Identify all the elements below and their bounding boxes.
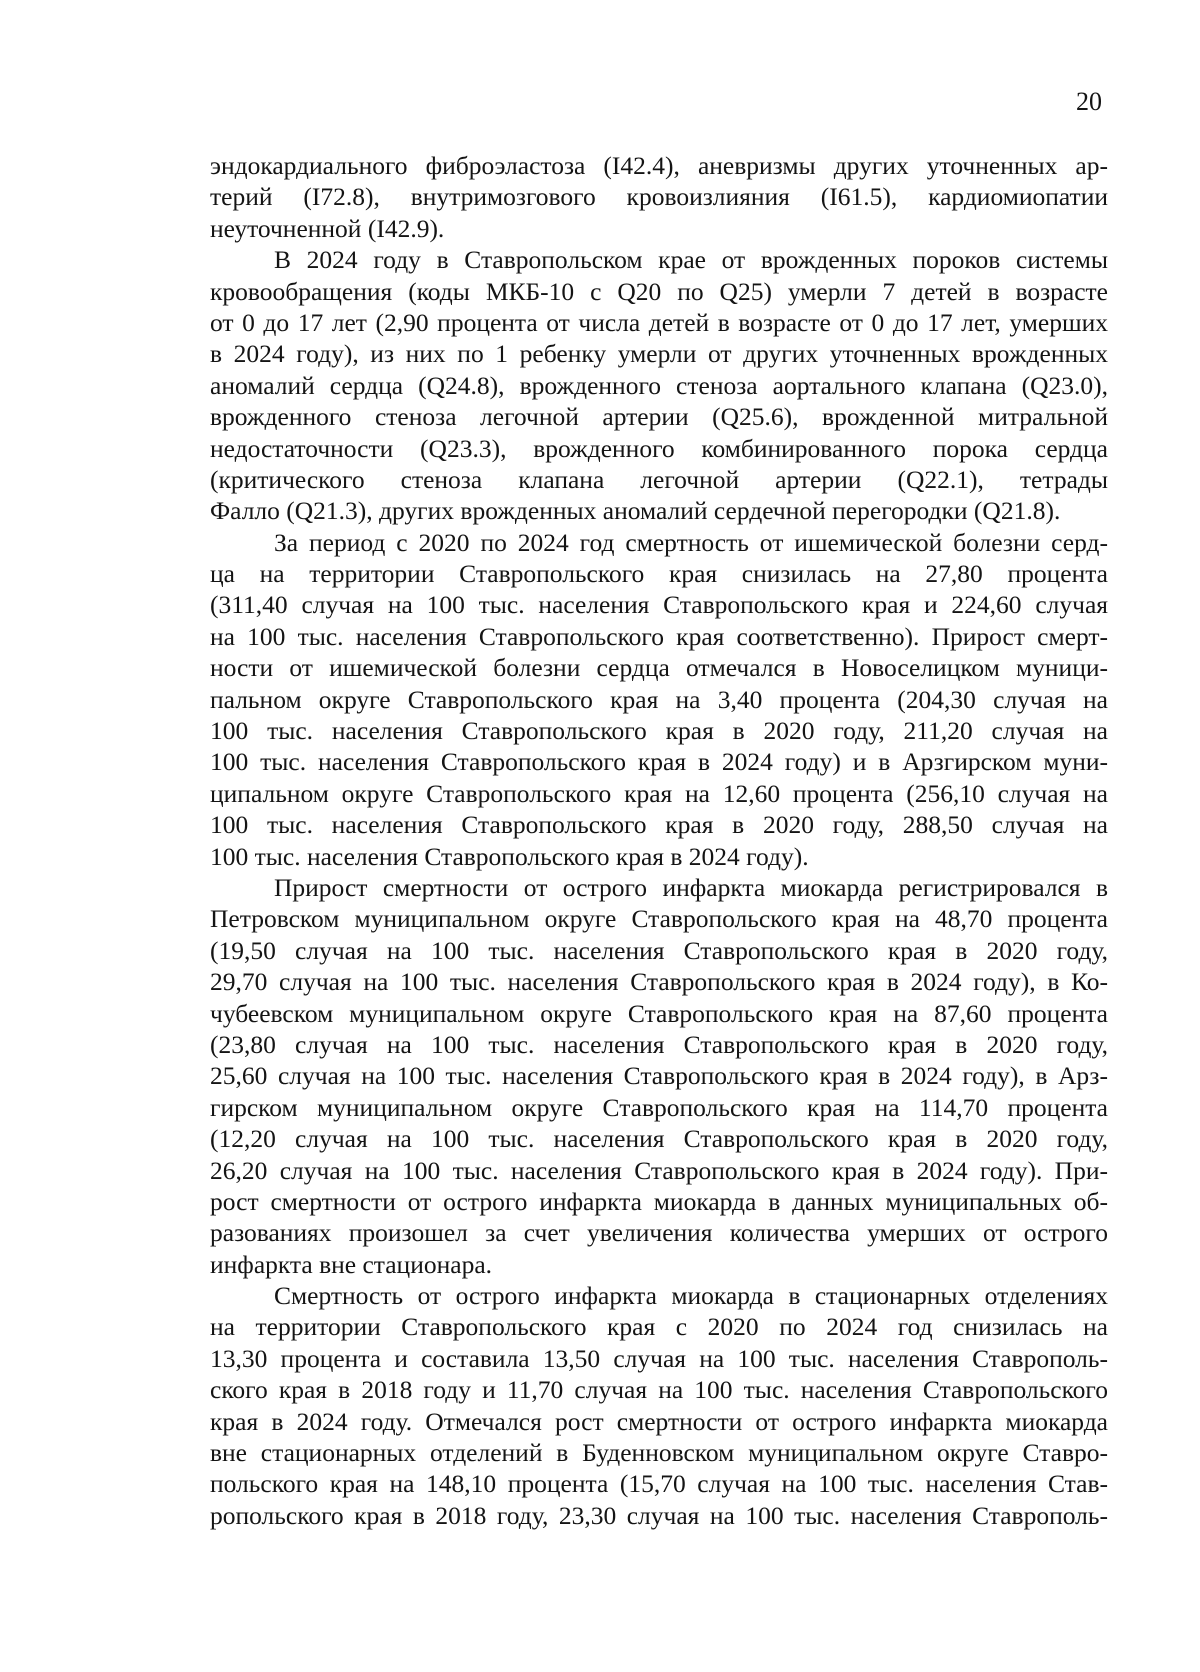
paragraph [210, 527, 1108, 872]
text-line: В 2024 году в Ставропольском крае от врожденных пороков системы [274, 245, 1108, 275]
text-line: врожденного стеноза легочной артерии (Q25.6), врожденной митральной [210, 402, 1108, 432]
text-line: терий (I72.8), внутримозгового кровоизлияния (I61.5), кардиомиопатии [210, 182, 1108, 212]
paragraph [210, 244, 1108, 527]
document-body [210, 150, 1108, 1531]
text-line: от 0 до 17 лет (2,90 процента от числа детей в возрасте от 0 до 17 лет, умерших [210, 307, 1108, 337]
text-line: (19,50 случая на 100 тыс. населения Ставропольского края в 2020 году, [210, 935, 1108, 965]
text-line: Петровском муниципальном округе Ставропольского края на 48,70 процента [210, 904, 1108, 934]
text-line: эндокардиального фиброэластоза (I42.4), аневризмы других уточненных ар- [210, 151, 1108, 180]
text-line: на 100 тыс. населения Ставропольского края соответственно). Прирост смерт- [210, 621, 1108, 651]
text-line: (23,80 случая на 100 тыс. населения Ставропольского края в 2020 году, [210, 1029, 1108, 1059]
text-line: Фалло (Q21.3), других врожденных аномалий сердечной перегородки (Q21.8). [210, 496, 1061, 526]
text-line: 100 тыс. населения Ставропольского края в 2024 году). [210, 841, 809, 871]
page-number: 20 [1076, 87, 1102, 116]
text-line: в 2024 году), из них по 1 ребенку умерли от других уточненных врожденных [210, 339, 1108, 369]
text-line: польского края на 148,10 процента (15,70 случая на 100 тыс. населения Став- [210, 1469, 1108, 1499]
text-line: чубеевском муниципальном округе Ставропольского края на 87,60 процента [210, 998, 1108, 1028]
text-line: Смертность от острого инфаркта миокарда в стационарных отделениях [274, 1281, 1108, 1311]
text-line: недостаточности (Q23.3), врожденного комбинированного порока сердца [210, 433, 1108, 463]
paragraph [210, 150, 1108, 244]
text-line: края в 2024 году. Отмечался рост смертности от острого инфаркта миокарда [210, 1406, 1108, 1436]
text-line: гирском муниципальном округе Ставропольского края на 114,70 процента [210, 1092, 1108, 1122]
paragraph [210, 872, 1108, 1280]
text-line: 100 тыс. населения Ставропольского края в 2020 году, 288,50 случая на [210, 810, 1108, 840]
text-line: вне стационарных отделений в Буденновском муниципальном округе Ставро- [210, 1438, 1108, 1468]
text-line: (311,40 случая на 100 тыс. населения Ставропольского края и 224,60 случая [210, 590, 1108, 620]
text-line: 100 тыс. населения Ставропольского края в 2024 году) и в Арзгирском муни- [210, 747, 1108, 777]
text-line: 26,20 случая на 100 тыс. населения Ставропольского края в 2024 году). При- [210, 1155, 1108, 1185]
text-line: (критического стеноза клапана легочной артерии (Q22.1), тетрады [210, 464, 1108, 494]
text-line: За период с 2020 по 2024 год смертность от ишемической болезни серд- [274, 527, 1108, 557]
text-line: ципальном округе Ставропольского края на 12,60 процента (256,10 случая на [210, 778, 1108, 808]
text-line: ности от ишемической болезни сердца отмечался в Новоселицком муници- [210, 653, 1108, 683]
text-line: ропольского края в 2018 году, 23,30 случая на 100 тыс. населения Ставрополь- [210, 1500, 1108, 1530]
paragraph [210, 1280, 1108, 1531]
text-line: инфаркта вне стационара. [210, 1249, 493, 1279]
text-line: на территории Ставропольского края с 2020 по 2024 год снизилась на [210, 1312, 1108, 1342]
text-line: 13,30 процента и составила 13,50 случая на 100 тыс. населения Ставрополь- [210, 1343, 1108, 1373]
text-line: 100 тыс. населения Ставропольского края в 2020 году, 211,20 случая на [210, 716, 1108, 746]
text-line: неуточненной (I42.9). [210, 213, 445, 243]
text-line: 29,70 случая на 100 тыс. населения Ставропольского края в 2024 году), в Ко- [210, 967, 1108, 997]
text-line: разованиях произошел за счет увеличения количества умерших от острого [210, 1218, 1108, 1248]
text-line: ца на территории Ставропольского края снизилась на 27,80 процента [210, 559, 1108, 589]
text-line: пальном округе Ставропольского края на 3,40 процента (204,30 случая на [210, 684, 1108, 714]
text-line: рост смертности от острого инфаркта миокарда в данных муниципальных об- [210, 1186, 1108, 1216]
text-line: кровообращения (коды МКБ-10 с Q20 по Q25) умерли 7 детей в возрасте [210, 276, 1108, 306]
text-line: Прирост смертности от острого инфаркта миокарда регистрировался в [274, 872, 1108, 902]
text-line: ского края в 2018 году и 11,70 случая на 100 тыс. населения Ставропольского [210, 1375, 1108, 1405]
text-line: аномалий сердца (Q24.8), врожденного стеноза аортального клапана (Q23.0), [210, 370, 1108, 400]
text-line: (12,20 случая на 100 тыс. населения Ставропольского края в 2020 году, [210, 1124, 1108, 1154]
text-line: 25,60 случая на 100 тыс. населения Ставропольского края в 2024 году), в Арз- [210, 1061, 1108, 1091]
